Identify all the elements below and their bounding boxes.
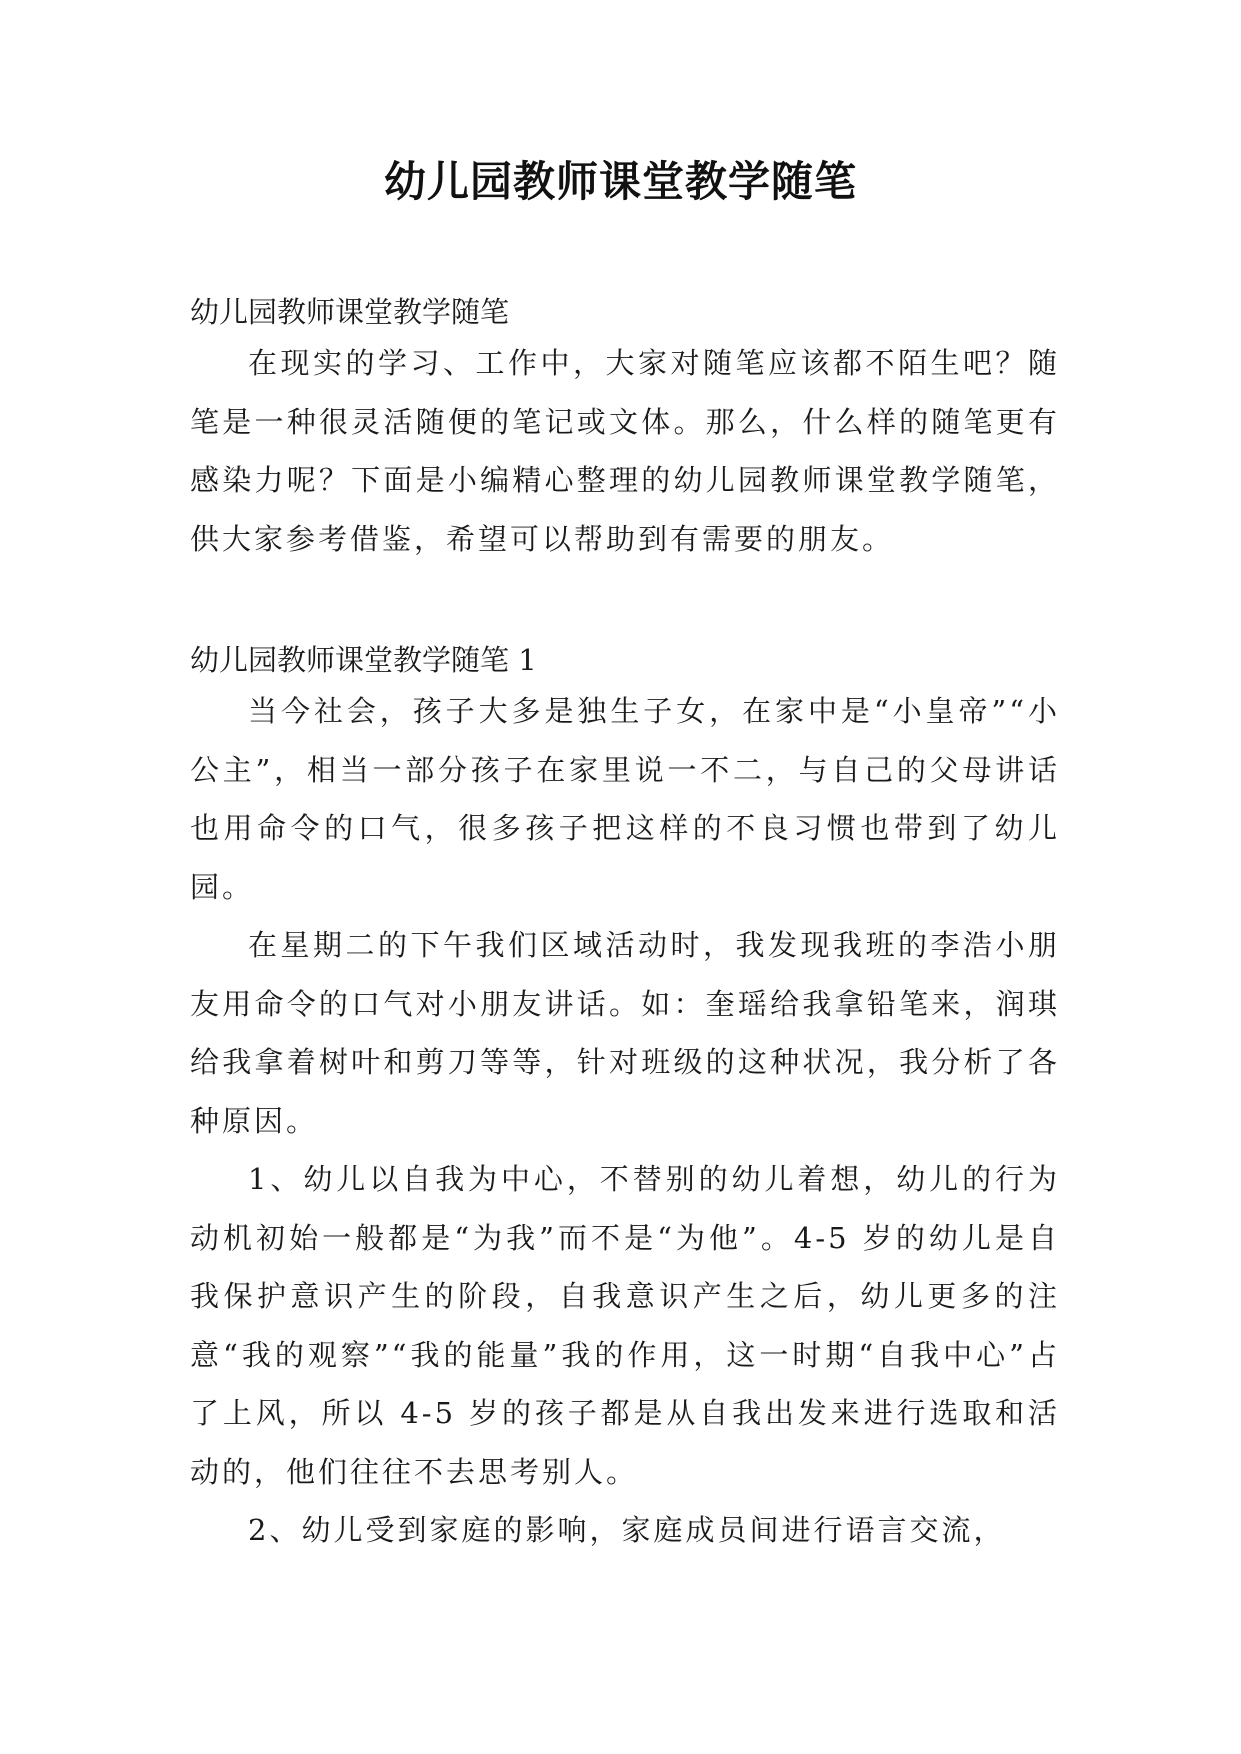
section-spacer	[190, 568, 1060, 638]
document-body	[190, 290, 1060, 1560]
section1-paragraph-2: 在星期二的下午我们区域活动时，我发现我班的李浩小朋友用命令的口气对小朋友讲话。如：奎瑶给我拿铅笔来，润琪给我拿着树叶和剪刀等等，针对班级的这种状况，我分析了各种原因。	[190, 928, 1060, 1138]
section1-paragraph-4: 2、幼儿受到家庭的影响，家庭成员间进行语言交流，	[248, 1513, 1006, 1547]
section1-heading: 幼儿园教师课堂教学随笔 1	[190, 643, 537, 677]
document-title: 幼儿园教师课堂教学随笔	[383, 157, 857, 206]
intro-paragraph: 在现实的学习、工作中，大家对随笔应该都不陌生吧？随笔是一种很灵活随便的笔记或文体。那么，什么样的随笔更有感染力呢？下面是小编精心整理的幼儿园教师课堂教学随笔，供大家参考借鉴，希望可以帮助到有需要的朋友。	[190, 346, 1060, 556]
intro-heading: 幼儿园教师课堂教学随笔	[190, 295, 510, 329]
section1-paragraph-1: 当今社会，孩子大多是独生子女，在家中是“小皇帝”“小公主”，相当一部分孩子在家里说一不二，与自己的父母讲话也用命令的口气，很多孩子把这样的不良习惯也带到了幼儿园。	[190, 694, 1060, 904]
section1-paragraph-3: 1、幼儿以自我为中心，不替别的幼儿着想，幼儿的行为动机初始一般都是“为我”而不是“为他”。4-5 岁的幼儿是自我保护意识产生的阶段，自我意识产生之后，幼儿更多的注意“我的观察”“我的能量”我的作用，这一时期“自我中心”占了上风，所以 4-5 岁的孩子都是从自我出发来进行选取和活动的，他们往往不去思考别人。	[190, 1162, 1060, 1489]
